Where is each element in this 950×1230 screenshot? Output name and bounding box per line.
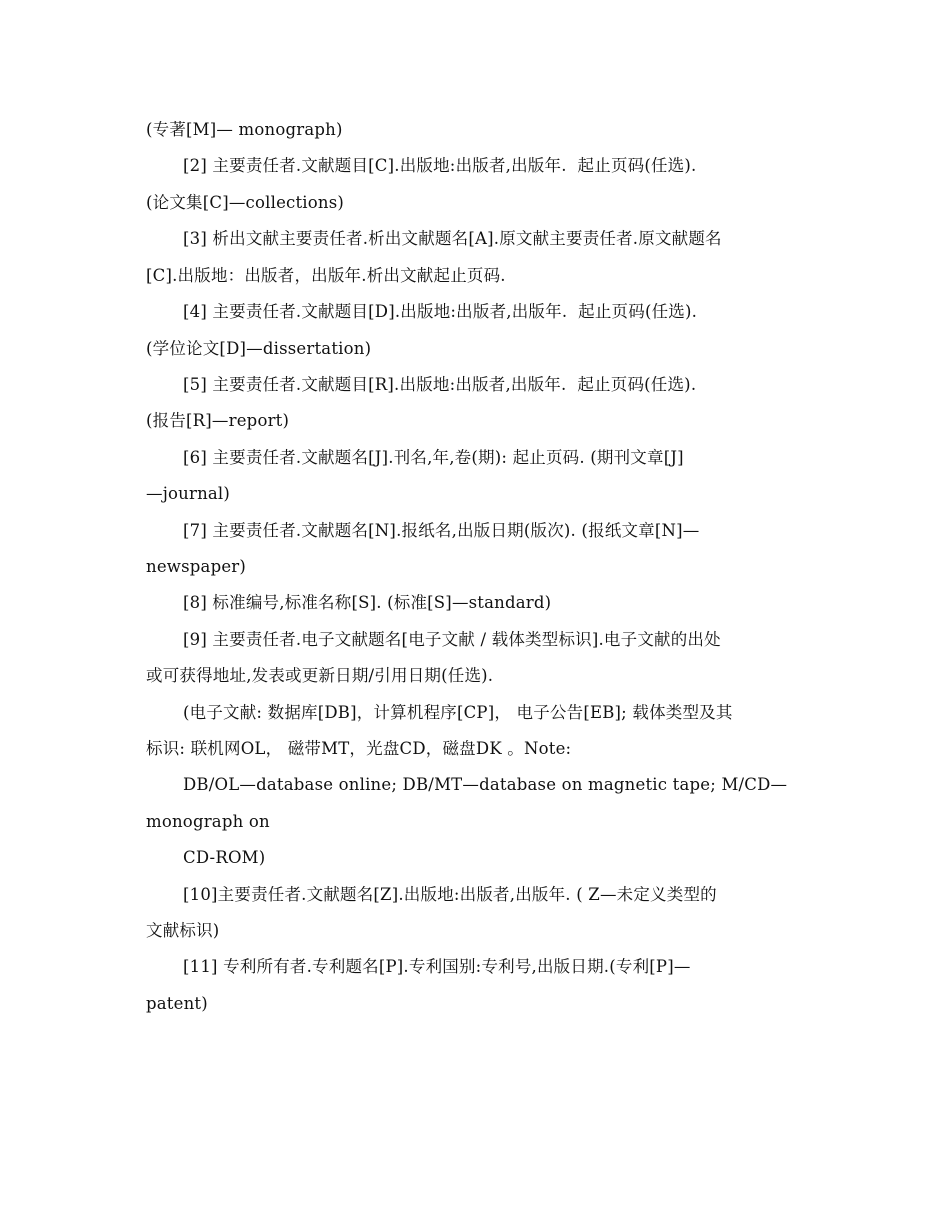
reference-3-line-2: [C].出版地：出版者，出版年.析出文献起止页码. <box>146 266 506 285</box>
reference-11-line-2: patent) <box>146 994 208 1013</box>
electronic-doc-note-line-2: 标识: 联机网OL， 磁带MT，光盘CD，磁盘DK 。Note: <box>146 739 572 758</box>
electronic-doc-note-line-4: monograph on <box>146 812 270 831</box>
reference-6-line-2: —journal) <box>146 484 231 503</box>
reference-10-line-1: [10]主要责任者.文献题名[Z].出版地:出版者,出版年. ( Z—未定义类型的 <box>183 885 717 904</box>
reference-9-line-2: 或可获得地址,发表或更新日期/引用日期(任选). <box>146 666 494 685</box>
text-line-monograph-note: (专著[M]— monograph) <box>146 120 343 139</box>
reference-9-line-1: [9] 主要责任者.电子文献题名[电子文献 / 载体类型标识].电子文献的出处 <box>183 630 721 649</box>
electronic-doc-note-line-1: (电子文献: 数据库[DB]，计算机程序[CP]， 电子公告[EB]; 载体类型及其 <box>183 703 733 722</box>
electronic-doc-note-line-3: DB/OL—database online; DB/MT—database on magnetic tape; M/CD— <box>183 775 788 794</box>
reference-2-line-1: [2] 主要责任者.文献题目[C].出版地:出版者,出版年. 起止页码(任选). <box>183 156 697 175</box>
reference-4-line-1: [4] 主要责任者.文献题目[D].出版地:出版者,出版年. 起止页码(任选). <box>183 302 698 321</box>
reference-4-line-2: (学位论文[D]—dissertation) <box>146 339 372 358</box>
reference-5-line-2: (报告[R]—report) <box>146 411 290 430</box>
reference-8-line-1: [8] 标准编号,标准名称[S]. (标准[S]—standard) <box>183 593 552 612</box>
reference-5-line-1: [5] 主要责任者.文献题目[R].出版地:出版者,出版年. 起止页码(任选). <box>183 375 697 394</box>
reference-7-line-1: [7] 主要责任者.文献题名[N].报纸名,出版日期(版次). (报纸文章[N]— <box>183 521 700 540</box>
reference-11-line-1: [11] 专利所有者.专利题名[P].专利国别:专利号,出版日期.(专利[P]— <box>183 957 691 976</box>
reference-3-line-1: [3] 析出文献主要责任者.析出文献题名[A].原文献主要责任者.原文献题名 <box>183 229 722 248</box>
electronic-doc-note-line-5: CD-ROM) <box>183 848 266 867</box>
reference-2-line-2: (论文集[C]—collections) <box>146 193 345 212</box>
reference-7-line-2: newspaper) <box>146 557 247 576</box>
reference-10-line-2: 文献标识) <box>146 921 220 940</box>
reference-6-line-1: [6] 主要责任者.文献题名[J].刊名,年,卷(期): 起止页码. (期刊文章[J] <box>183 448 684 467</box>
